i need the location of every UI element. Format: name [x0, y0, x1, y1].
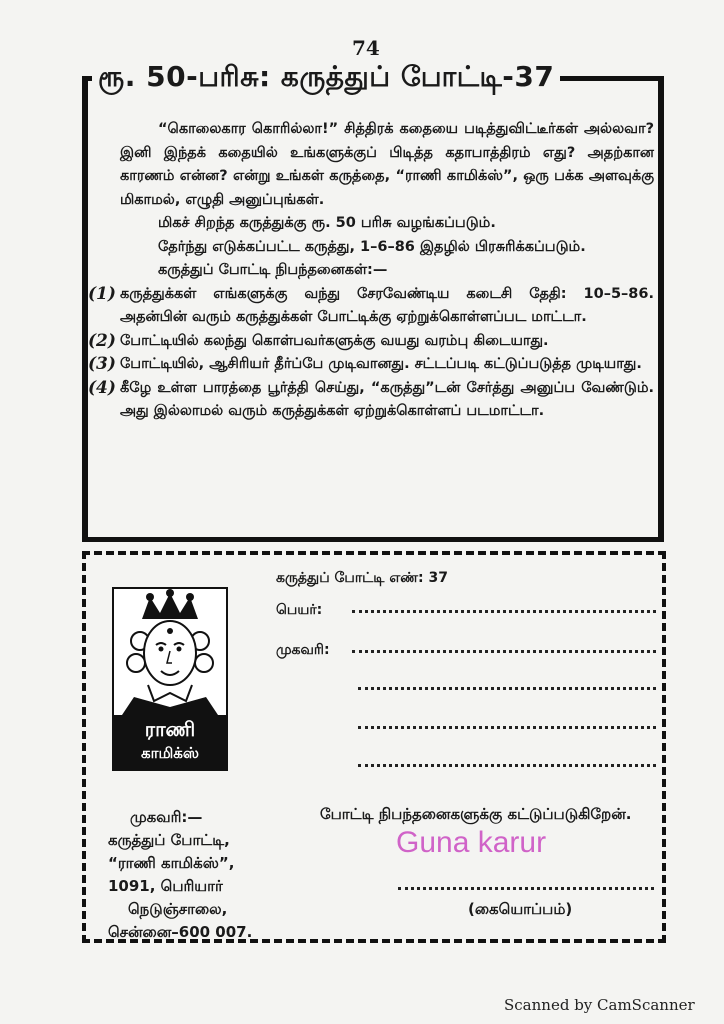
address-line: சென்னை–600 007.	[108, 923, 253, 941]
postal-address	[108, 806, 308, 944]
rule-text: போட்டியில், ஆசிரியர் தீர்ப்பே முடிவானது. சட்டப்படி கட்டுப்படுத்த முடியாது.	[120, 356, 642, 372]
address-line: நெடுஞ்சாலை,	[128, 900, 228, 918]
rule-number: (4)	[88, 377, 116, 398]
rani-comics-logo	[112, 587, 228, 771]
address-label: முகவரி:	[276, 642, 330, 658]
address-line: கருத்துப் போட்டி,	[108, 831, 230, 849]
address-field-line-2[interactable]	[358, 685, 656, 690]
signature-field[interactable]	[398, 885, 654, 890]
rule-item	[88, 330, 654, 354]
rule-number: (3)	[88, 354, 116, 374]
handwritten-name: Guna karur	[396, 826, 547, 859]
address-line: 1091, பெரியார்	[108, 877, 223, 895]
rule-item	[88, 353, 654, 377]
address-field-line-4[interactable]	[358, 762, 656, 767]
rule-text: கீழே உள்ள பாரத்தை பூர்த்தி செய்து, “கருத்து”டன் சேர்த்து அனுப்ப வேண்டும். அது இல்லாமல் வரும் கருத்துக்கள் ஏற்றுக்கொள்ளப் படமாட்டா.	[120, 379, 654, 419]
rule-text: போட்டியில் கலந்து கொள்பவர்களுக்கு வயது வரம்பு கிடையாது.	[120, 332, 549, 349]
contest-heading: ரூ. 50-பரிசு: கருத்துப் போட்டி-37	[92, 60, 560, 97]
address-line: “ராணி காமிக்ஸ்”,	[108, 854, 235, 872]
rule-item	[88, 377, 654, 424]
address-field-line-1[interactable]	[352, 648, 656, 653]
scanner-watermark: Scanned by CamScanner	[504, 996, 695, 1014]
contest-number-label: கருத்துப் போட்டி எண்: 37	[276, 570, 449, 586]
rule-number: (2)	[88, 330, 116, 351]
rule-text: கருத்துக்கள் எங்களுக்கு வந்து சேரவேண்டிய கடைசி தேதி: 10–5–86. அதன்பின் வரும் கருத்துக்கள் போட்டிக்கு ஏற்றுக்கொள்ளப்பட மாட்டா.	[120, 285, 654, 325]
prize-paragraph: மிகச் சிறந்த கருத்துக்கு ரூ. 50 பரிசு வழங்கப்படும்.	[158, 215, 496, 231]
publish-paragraph: தேர்ந்து எடுக்கப்பட்ட கருத்து, 1–6–86 இதழில் பிரசுரிக்கப்படும்.	[158, 238, 586, 255]
logo-band	[114, 715, 226, 769]
address-field-line-3[interactable]	[358, 724, 656, 729]
name-field[interactable]	[352, 608, 656, 613]
contest-body	[88, 118, 654, 424]
page-number: 74	[352, 36, 380, 60]
rules-title: கருத்துப் போட்டி நிபந்தனைகள்:—	[158, 262, 388, 278]
queen-face-icon	[114, 589, 226, 715]
rule-item	[88, 283, 654, 330]
name-label: பெயர்:	[276, 602, 323, 618]
rule-number: (1)	[88, 283, 116, 304]
address-line: முகவரி:—	[130, 808, 203, 826]
intro-paragraph: “கொலைகார கொரில்லா!” சித்திரக் கதையை படித்துவிட்டீர்கள் அல்லவா? இனி இந்தக் கதையில் உங்களுக்குப் பிடித்த கதாபாத்திரம் எது? அதற்கான காரணம் என்ன? என்று உங்கள் கருத்தை, “ராணி காமிக்ஸ்”, ஒரு பக்க அளவுக்கு மிகாமல், எழுதி அனுப்புங்கள்.	[120, 121, 654, 208]
agreement-text: போட்டி நிபந்தனைகளுக்கு கட்டுப்படுகிறேன்.	[320, 805, 632, 823]
logo-text-rani: ராணி	[144, 717, 196, 741]
signature-label: (கையொப்பம்)	[468, 900, 573, 918]
logo-text-comics: காமிக்ஸ்	[141, 744, 199, 762]
